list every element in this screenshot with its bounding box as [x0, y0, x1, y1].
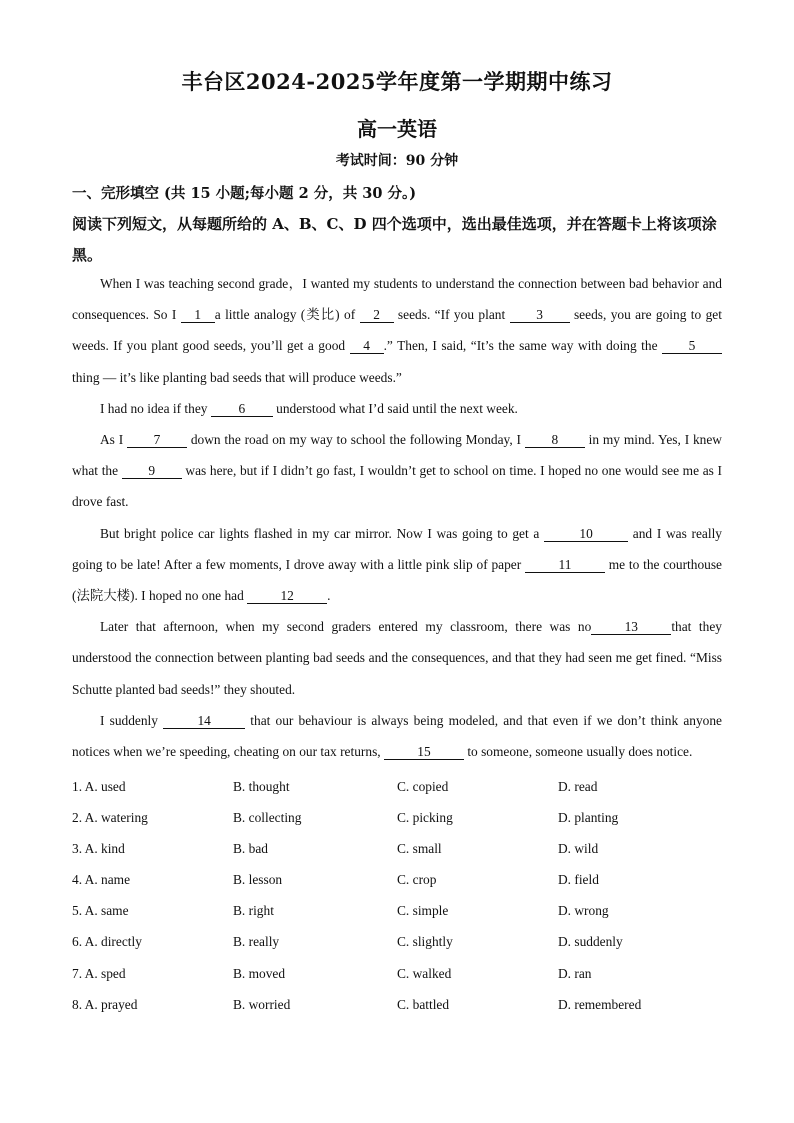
option-row	[72, 997, 732, 1028]
option-c: C. copied	[397, 779, 449, 794]
passage-paragraph-3	[72, 424, 722, 518]
option-a: 4. A. name	[72, 872, 131, 888]
passage-text: As I	[100, 432, 127, 448]
passage-text: understood what I’d said until the next week.	[272, 400, 518, 416]
passage-paragraph-5	[72, 611, 722, 705]
option-row	[72, 872, 732, 903]
option-b: B. bad	[233, 841, 268, 857]
option-d: D. remembered	[558, 996, 642, 1012]
passage-text: in my mind. Yes, I knew what the	[72, 432, 722, 479]
passage-paragraph-1	[72, 268, 722, 393]
blank-10: 10	[544, 526, 628, 542]
exam-title: 丰台区2024-2025学年度第一学期期中练习	[181, 69, 613, 94]
passage-text: and I was really going to be late! After a few moments, I drove away with a little pink slip of paper	[72, 525, 723, 572]
blank-4: 4	[350, 338, 384, 354]
passage-text: When I was teaching second grade，I wanted my students to understand the connection between bad behavior and consequences. So I	[72, 276, 722, 323]
exam-subject: 高一英语	[357, 117, 437, 141]
passage-text: was here, but if I didn’t go fast, I wouldn’t get to school on time. I hoped no one would see me as I drove fast.	[72, 463, 723, 510]
option-c: C. simple	[397, 903, 449, 919]
option-a: 6. A. directly	[72, 934, 142, 950]
option-c: C. walked	[397, 965, 452, 981]
option-a: 5. A. same	[72, 903, 129, 919]
passage-paragraph-6	[72, 705, 722, 767]
option-row	[72, 841, 732, 872]
option-b: B. moved	[233, 965, 286, 981]
option-a: 2. A. watering	[72, 810, 148, 826]
passage-text: seeds. “If you plant	[393, 307, 510, 323]
passage-text: Later that afternoon, when my second graders entered my classroom, there was no	[100, 619, 592, 635]
passage-text: I suddenly	[100, 712, 164, 728]
option-a: 8. A. prayed	[72, 996, 138, 1012]
passage-text: .” Then, I said, “It’s the same way with doing the	[383, 338, 662, 354]
section-instruction: 阅读下列短文，从每题所给的 A、B、C、D 四个选项中，选出最佳选项，并在答题卡上将该项涂黑。	[72, 215, 717, 264]
blank-6: 6	[211, 401, 273, 417]
passage-text: to someone, someone usually does notice.	[463, 744, 693, 760]
option-row	[72, 779, 732, 810]
option-d: D. ran	[558, 965, 592, 981]
option-d: D. planting	[558, 810, 619, 826]
option-row	[72, 810, 732, 841]
passage-text: seeds, you are going to get weeds. If you plant good seeds, you’ll get a good	[72, 307, 722, 354]
exam-time: 考试时间：90 分钟	[335, 153, 459, 169]
passage-text: that they understood the connection between planting bad seeds and the consequences, and that they had seen me get fined. “Miss Schutte planted bad seeds!” they shouted.	[72, 619, 722, 697]
option-c: C. small	[397, 841, 442, 857]
passage-paragraph-2	[72, 393, 722, 424]
blank-12: 12	[247, 588, 327, 604]
option-d: D. wrong	[558, 903, 609, 919]
blank-14: 14	[163, 713, 245, 729]
passage-text: me to the courthouse (法院大楼). I hoped no one had	[72, 556, 722, 604]
blank-8: 8	[525, 432, 585, 448]
option-d: D. field	[558, 872, 599, 888]
option-b: B. thought	[233, 779, 290, 794]
blank-1: 1	[181, 307, 215, 323]
passage-text: down the road on my way to school the following Monday, I	[187, 432, 525, 448]
option-row	[72, 934, 732, 965]
passage-text: .	[327, 588, 331, 604]
passage-text: I had no idea if they	[100, 400, 211, 416]
option-c: C. battled	[397, 996, 450, 1012]
option-row	[72, 966, 732, 997]
answer-options	[72, 779, 732, 1028]
blank-11: 11	[525, 557, 605, 573]
option-b: B. worried	[233, 996, 291, 1012]
blank-3: 3	[510, 307, 570, 323]
option-b: B. collecting	[233, 810, 302, 826]
option-d: D. read	[558, 779, 598, 794]
option-c: C. slightly	[397, 934, 453, 950]
option-b: B. right	[233, 903, 274, 919]
option-a: 1. A. used	[72, 779, 126, 794]
blank-9: 9	[122, 463, 182, 479]
blank-7: 7	[127, 432, 187, 448]
option-a: 7. A. sped	[72, 965, 126, 981]
cloze-passage	[72, 268, 722, 767]
passage-text: a little analogy (类比) of	[214, 307, 360, 323]
option-d: D. suddenly	[558, 934, 623, 950]
option-d: D. wild	[558, 841, 599, 857]
blank-2: 2	[360, 307, 394, 323]
section-heading: 一、完形填空 (共 15 小题;每小题 2 分，共 30 分。)	[72, 185, 417, 202]
passage-paragraph-4	[72, 518, 722, 612]
passage-text: But bright police car lights flashed in my car mirror. Now I was going to get a	[100, 525, 545, 541]
option-row	[72, 903, 732, 934]
passage-text: thing — it’s like planting bad seeds that will produce weeds.”	[72, 369, 402, 385]
option-a: 3. A. kind	[72, 841, 125, 857]
passage-text: that our behaviour is always being modeled, and that even if we don’t think anyone notices when we’re speeding, cheating on our tax returns,	[72, 712, 722, 760]
option-b: B. lesson	[233, 872, 283, 888]
blank-15: 15	[384, 744, 464, 760]
option-b: B. really	[233, 934, 280, 950]
option-c: C. picking	[397, 810, 453, 826]
blank-5: 5	[662, 338, 722, 354]
option-c: C. crop	[397, 872, 437, 888]
blank-13: 13	[591, 619, 671, 635]
